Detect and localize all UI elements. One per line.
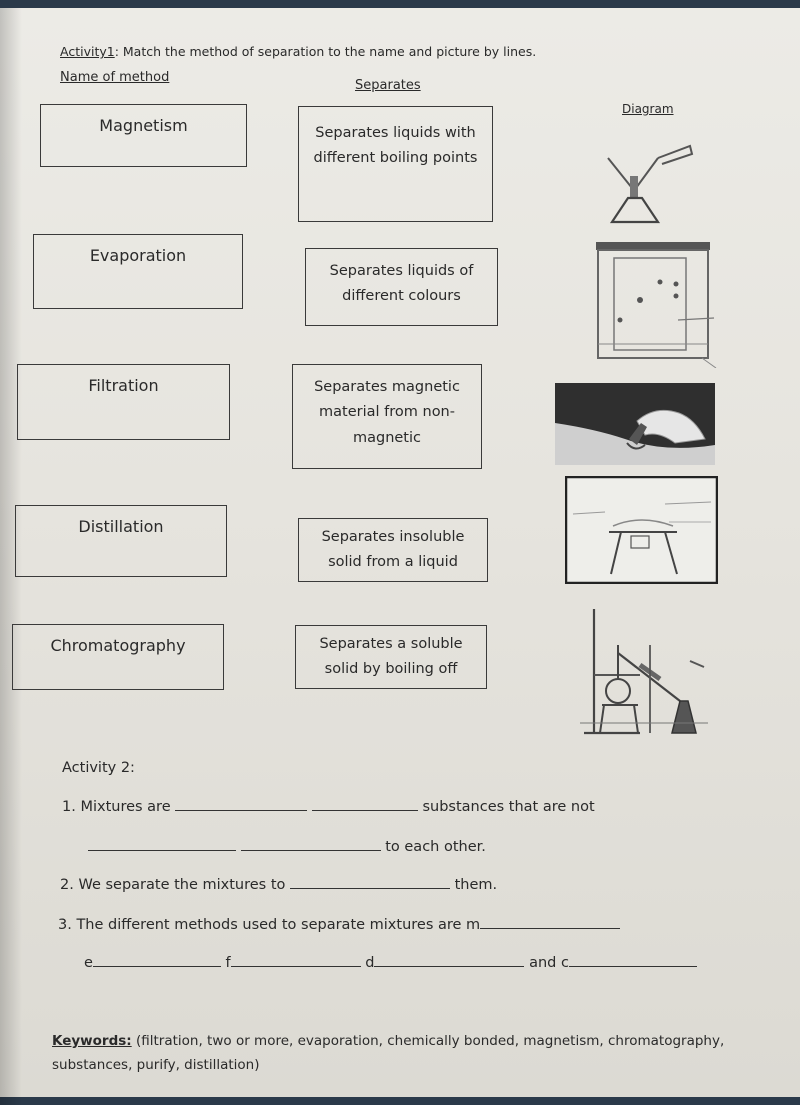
q2-number: 2. bbox=[60, 877, 74, 893]
q1-blank-1[interactable] bbox=[175, 796, 307, 811]
activity1-heading: Activity1 bbox=[60, 44, 115, 59]
q3-text-a: The different methods used to separate mixtures are m bbox=[76, 917, 481, 933]
question-3-line-2 bbox=[84, 952, 697, 971]
activity2-heading: Activity 2: bbox=[62, 760, 135, 776]
q3-label-and-c: and c bbox=[529, 955, 569, 971]
question-2 bbox=[60, 874, 497, 893]
q1-text-a: Mixtures are bbox=[80, 799, 171, 815]
chromatography-paper-icon[interactable] bbox=[592, 240, 718, 368]
magnet-hand-icon[interactable] bbox=[555, 383, 715, 465]
q2-text-a: We separate the mixtures to bbox=[78, 877, 286, 893]
q2-text-b: them. bbox=[454, 877, 498, 893]
separates-box-insoluble[interactable]: Separates insoluble solid from a liquid bbox=[298, 518, 488, 582]
question-1-line-2 bbox=[88, 836, 486, 855]
q3-label-f: f bbox=[225, 955, 231, 971]
separates-box-magnetic[interactable]: Separates magnetic material from non-magnetic bbox=[292, 364, 482, 469]
separates-box-boiling-points[interactable]: Separates liquids with different boiling points bbox=[298, 106, 493, 222]
q3-number: 3. bbox=[58, 917, 72, 933]
keywords-label: Keywords: bbox=[52, 1033, 132, 1049]
separates-box-soluble[interactable]: Separates a soluble solid by boiling off bbox=[295, 625, 487, 689]
method-box-distillation[interactable]: Distillation bbox=[15, 505, 227, 577]
method-box-chromatography[interactable]: Chromatography bbox=[12, 624, 224, 690]
distillation-apparatus-icon[interactable] bbox=[580, 605, 710, 740]
q3-blank-m[interactable] bbox=[480, 914, 620, 929]
q1-blank-2[interactable] bbox=[312, 796, 418, 811]
q3-label-d: d bbox=[365, 955, 375, 971]
q3-blank-f[interactable] bbox=[231, 952, 361, 967]
question-1-line-1 bbox=[62, 796, 595, 815]
method-box-filtration[interactable]: Filtration bbox=[17, 364, 230, 440]
q3-blank-d[interactable] bbox=[374, 952, 524, 967]
activity1-title bbox=[60, 44, 536, 59]
separates-box-colours[interactable]: Separates liquids of different colours bbox=[305, 248, 498, 326]
col-heading-method: Name of method bbox=[60, 70, 170, 85]
q3-label-e: e bbox=[84, 955, 93, 971]
q1-blank-4[interactable] bbox=[241, 836, 381, 851]
q3-blank-e[interactable] bbox=[93, 952, 221, 967]
q3-blank-c[interactable] bbox=[569, 952, 697, 967]
funnel-filter-icon[interactable] bbox=[600, 136, 700, 228]
activity1-instruction: : Match the method of separation to the name and picture by lines. bbox=[114, 44, 537, 59]
q1-text-b: substances that are not bbox=[422, 799, 595, 815]
keywords bbox=[52, 1030, 790, 1077]
question-3-line-1 bbox=[58, 914, 620, 933]
col-heading-diagram: Diagram bbox=[622, 102, 674, 116]
keywords-list: (filtration, two or more, evaporation, chemically bonded, magnetism, chromatography, substances, purify, distillation) bbox=[52, 1033, 725, 1073]
method-box-evaporation[interactable]: Evaporation bbox=[33, 234, 243, 309]
q1-number: 1. bbox=[62, 799, 76, 815]
worksheet bbox=[0, 8, 800, 1097]
q1-text-c: to each other. bbox=[385, 839, 486, 855]
method-box-magnetism[interactable]: Magnetism bbox=[40, 104, 247, 167]
q2-blank[interactable] bbox=[290, 874, 450, 889]
evaporating-dish-icon[interactable] bbox=[565, 476, 718, 584]
q1-blank-3[interactable] bbox=[88, 836, 236, 851]
col-heading-separates: Separates bbox=[355, 78, 421, 93]
